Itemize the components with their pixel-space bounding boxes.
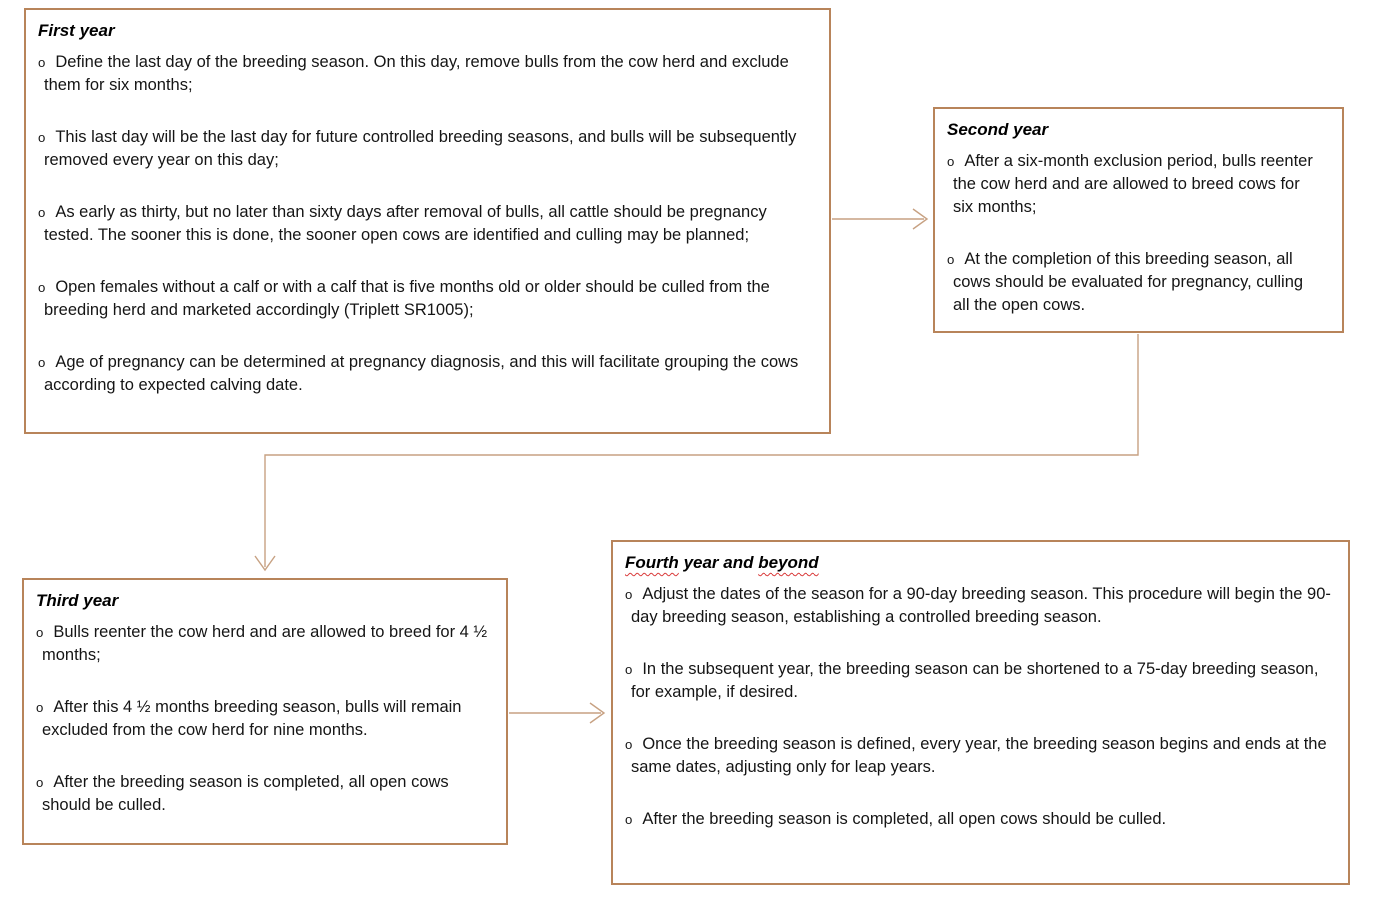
- bullet-text: As early as thirty, but no later than sixty days after removal of bulls, all cattle should be pregnancy tested. The sooner this is done, the sooner open cows are identified and culling may be planned;: [44, 203, 767, 244]
- title-word: year: [83, 591, 119, 610]
- title-word: Fourth: [625, 553, 679, 572]
- bullet-text: At the completion of this breeding season, all cows should be evaluated for pregnancy, culling all the open cows.: [953, 250, 1304, 314]
- bullet-marker-icon: o: [38, 55, 46, 70]
- bullet-marker-icon: o: [38, 205, 46, 220]
- bullet-text: After this 4 ½ months breeding season, bulls will remain excluded from the cow herd for nine months.: [42, 698, 462, 739]
- title-word: First: [38, 21, 75, 40]
- bullet-marker-icon: o: [625, 812, 633, 827]
- bullet-item: [625, 658, 1334, 704]
- bullet-text: This last day will be the last day for future controlled breeding seasons, and bulls will be subsequently removed every year on this day;: [44, 128, 797, 169]
- bullet-marker-icon: o: [947, 252, 955, 267]
- bullet-text: Open females without a calf or with a calf that is five months old or older should be culled from the breeding herd and marketed accordingly (Triplett SR1005);: [44, 278, 770, 319]
- arrow-right-icon: [913, 209, 927, 229]
- box-title: [625, 552, 1334, 574]
- title-word: year: [79, 21, 115, 40]
- bullet-item: [625, 808, 1334, 831]
- bullet-marker-icon: o: [38, 130, 46, 145]
- bullet-text: Bulls reenter the cow herd and are allowed to breed for 4 ½ months;: [42, 623, 488, 664]
- title-word: Second: [947, 120, 1009, 139]
- bullet-text: After a six-month exclusion period, bulls reenter the cow herd and are allowed to breed cows for six months;: [953, 152, 1313, 216]
- bullet-list: [625, 583, 1334, 831]
- bullet-item: [38, 201, 815, 247]
- title-word: beyond: [758, 553, 819, 572]
- bullet-item: [38, 351, 815, 397]
- box-third-year: [22, 578, 508, 845]
- connector-first-to-second: [832, 209, 927, 229]
- bullet-list: [36, 621, 492, 817]
- bullet-item: [36, 696, 492, 742]
- bullet-text: In the subsequent year, the breeding season can be shortened to a 75-day breeding season, for example, if desired.: [631, 660, 1319, 701]
- bullet-marker-icon: o: [38, 280, 46, 295]
- bullet-marker-icon: o: [625, 587, 633, 602]
- title-word: Third: [36, 591, 79, 610]
- arrow-down-icon: [255, 556, 275, 570]
- bullet-item: [947, 248, 1316, 317]
- bullet-marker-icon: o: [625, 737, 633, 752]
- bullet-list: [38, 51, 815, 397]
- box-title: [36, 590, 492, 612]
- bullet-marker-icon: o: [947, 154, 955, 169]
- bullet-marker-icon: o: [36, 625, 44, 640]
- box-title: [38, 20, 815, 42]
- bullet-text: Define the last day of the breeding season. On this day, remove bulls from the cow herd and exclude them for six months;: [44, 53, 789, 94]
- bullet-text: After the breeding season is completed, all open cows should be culled.: [42, 773, 449, 814]
- title-word: and: [723, 553, 754, 572]
- box-fourth-year: [611, 540, 1350, 885]
- title-word: year: [683, 553, 719, 572]
- bullet-marker-icon: o: [625, 662, 633, 677]
- bullet-item: [38, 126, 815, 172]
- bullet-item: [36, 621, 492, 667]
- title-word: year: [1013, 120, 1049, 139]
- box-first-year: [24, 8, 831, 434]
- bullet-item: [625, 583, 1334, 629]
- bullet-text: Adjust the dates of the season for a 90-day breeding season. This procedure will begin the 90-day breeding season, establishing a controlled breeding season.: [631, 585, 1331, 626]
- bullet-item: [947, 150, 1316, 219]
- bullet-text: Age of pregnancy can be determined at pregnancy diagnosis, and this will facilitate grouping the cows according to expected calving date.: [44, 353, 799, 394]
- bullet-list: [947, 150, 1316, 317]
- connector-third-to-fourth: [509, 703, 604, 723]
- box-second-year: [933, 107, 1344, 333]
- box-title: [947, 119, 1316, 141]
- bullet-marker-icon: o: [36, 700, 44, 715]
- bullet-item: [625, 733, 1334, 779]
- bullet-marker-icon: o: [38, 355, 46, 370]
- arrow-right-icon: [590, 703, 604, 723]
- bullet-item: [38, 51, 815, 97]
- bullet-item: [36, 771, 492, 817]
- bullet-text: Once the breeding season is defined, every year, the breeding season begins and ends at the same dates, adjusting only for leap years.: [631, 735, 1327, 776]
- bullet-text: After the breeding season is completed, all open cows should be culled.: [642, 810, 1167, 828]
- bullet-item: [38, 276, 815, 322]
- bullet-marker-icon: o: [36, 775, 44, 790]
